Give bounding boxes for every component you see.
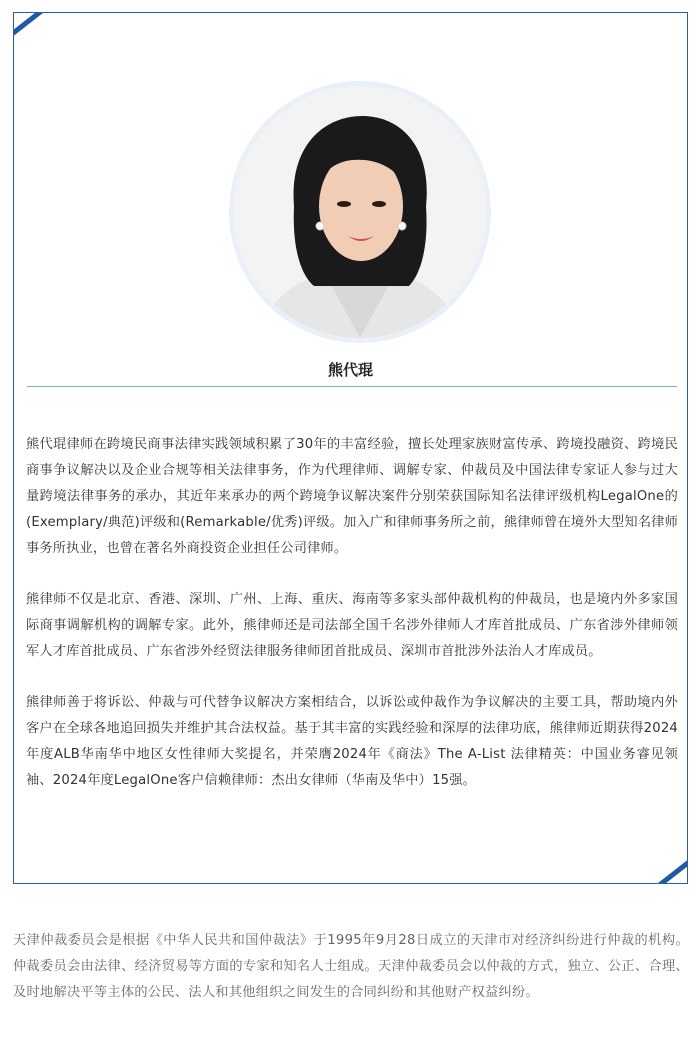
portrait-frame [229,81,491,343]
bio-paragraph-1: 熊代琨律师在跨境民商事法律实践领域积累了30年的丰富经验，擅长处理家族财富传承、跨境投融资、跨境民商事争议解决以及企业合规等相关法律事务，作为代理律师、调解专家、仲裁员及中国法律专家证人参与过大量跨境法律事务的承办，其近年来承办的两个跨境争议解决案件分别荣获国际知名法律评级机构LegalOne的(Exemplary/典范)评级和(Remarkable/优秀)评级。加入广和律师事务所之前，熊律师曾在境外大型知名律师事务所执业，也曾在著名外商投资企业担任公司律师。 [26,437,678,556]
section-divider [27,386,677,387]
footer-description: 天津仲裁委员会是根据《中华人民共和国仲裁法》于1995年9月28日成立的天津市对经济纠纷进行仲裁的机构。仲裁委员会由法律、经济贸易等方面的专家和知名人士组成。天津仲裁委员会以仲裁的方式，独立、公正、合理、及时地解决平等主体的公民、法人和其他组织之间发生的合同纠纷和其他财产权益纠纷。 [13,933,689,1000]
corner-accent-bottom-right [649,855,688,884]
person-name: 熊代琨 [327,361,373,379]
bio-paragraph-2: 熊律师不仅是北京、香港、深圳、广州、上海、重庆、海南等多家头部仲裁机构的仲裁员，也是境内外多家国际商事调解机构的调解专家。此外，熊律师还是司法部全国千名涉外律师人才库首批成员、广东省涉外律师领军人才库首批成员、广东省涉外经贸法律服务律师团首批成员、深圳市首批涉外法治人才库成员。 [26,592,678,659]
bio-paragraph-3: 熊律师善于将诉讼、仲裁与可代替争议解决方案相结合，以诉讼或仲裁作为争议解决的主要工具，帮助境内外客户在全球各地追回损失并维护其合法权益。基于其丰富的实践经验和深厚的法律功底，熊律师近期获得2024年度ALB华南华中地区女性律师大奖提名，并荣膺2024年《商法》The A-List 法律精英：中国业务睿见领袖、2024年度LegalOne客户信赖律师：杰出女律师（华南及华中）15强。 [26,695,678,788]
profile-card [13,12,688,884]
bio-section [26,432,678,819]
portrait-photo [234,86,486,338]
corner-accent-top-left [13,12,52,41]
